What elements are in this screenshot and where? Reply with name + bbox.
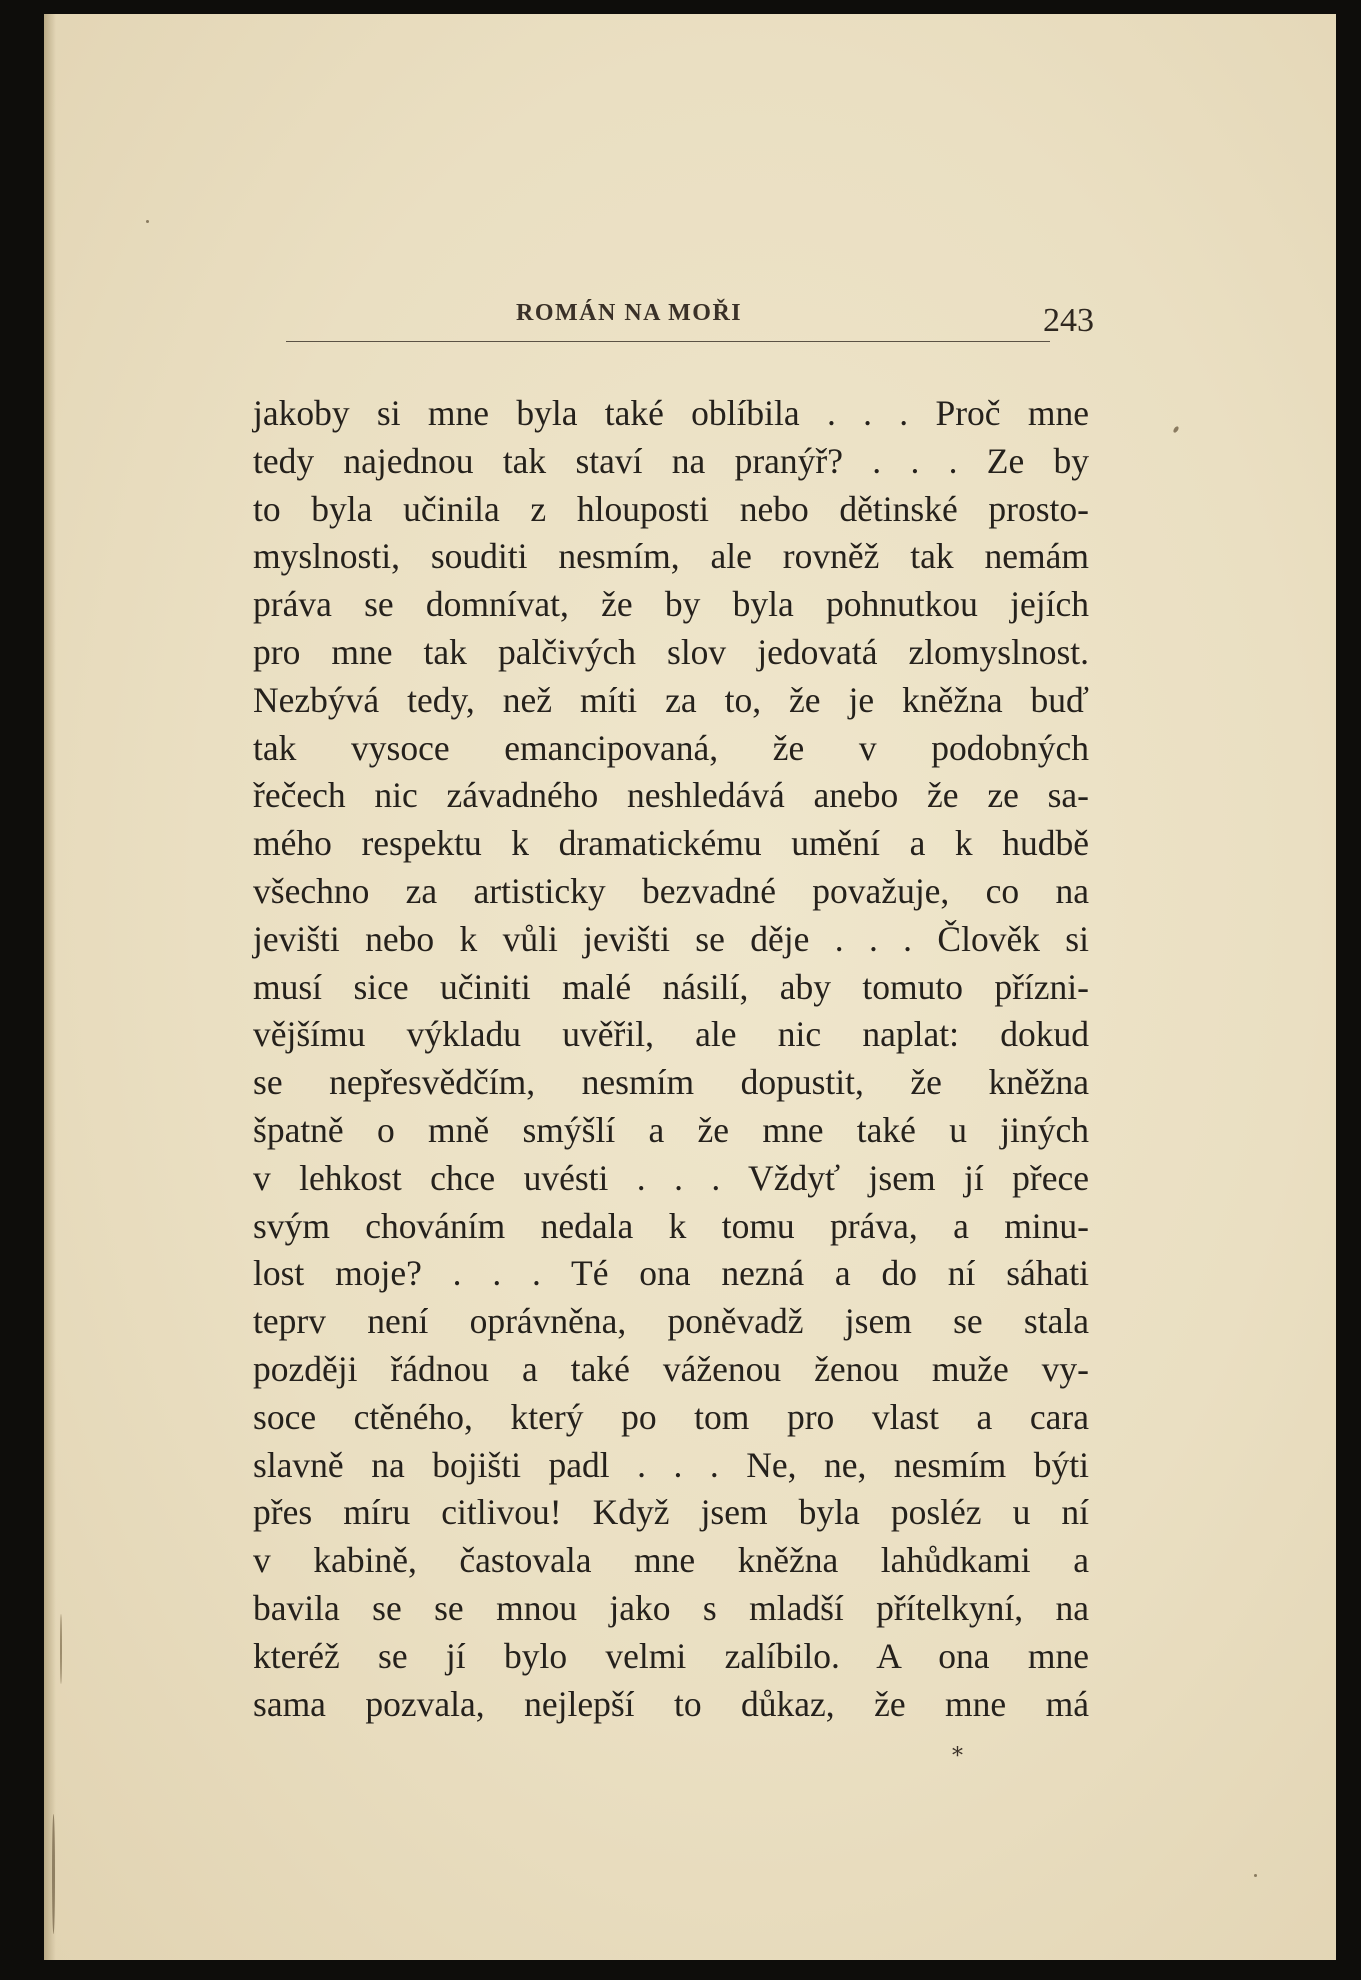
paper-speck: [1254, 1874, 1257, 1877]
text-line: jevišti nebo k vůli jevišti se děje . . . Člověk si: [253, 918, 1089, 959]
text-line: v kabině, častovala mne kněžna lahůdkami a: [253, 1540, 1089, 1581]
text-line: bavila se se mnou jako s mladší přítelkyní, na: [253, 1587, 1089, 1628]
text-line: přes míru citlivou! Když jsem byla posléz u ní: [253, 1492, 1089, 1533]
text-line: teprv není oprávněna, poněvadž jsem se stala: [253, 1301, 1089, 1342]
text-line: špatně o mně smýšlí a že mne také u jiných: [253, 1109, 1089, 1150]
text-line: musí sice učiniti malé násilí, aby tomuto přízni-: [253, 966, 1089, 1007]
book-page: [44, 14, 1336, 1960]
text-line: kteréž se jí bylo velmi zalíbilo. A ona mne: [253, 1635, 1089, 1676]
paper-speck: [60, 1614, 62, 1684]
text-line: vějšímu výkladu uvěřil, ale nic naplat: dokud: [253, 1014, 1089, 1055]
text-line: všechno za artisticky bezvadné považuje, co na: [253, 870, 1089, 911]
text-line: se nepřesvědčím, nesmím dopustit, že kněžna: [253, 1062, 1089, 1103]
text-line: sama pozvala, nejlepší to důkaz, že mne má: [253, 1683, 1089, 1724]
text-line: tedy najednou tak staví na pranýř? . . . Ze by: [253, 440, 1089, 481]
text-line: později řádnou a také váženou ženou muže vy-: [253, 1348, 1089, 1389]
text-line: to byla učinila z hlouposti nebo dětinské prosto-: [253, 488, 1089, 529]
header-rule: [286, 341, 1050, 342]
text-line: lost moje? . . . Té ona nezná a do ní sáhati: [253, 1253, 1089, 1294]
paper-speck: [146, 220, 149, 223]
text-line: tak vysoce emancipovaná, že v podobných: [253, 727, 1089, 768]
body-text: [253, 390, 1089, 1728]
text-line: svým chováním nedala k tomu práva, a minu-: [253, 1205, 1089, 1246]
text-line: myslnosti, souditi nesmím, ale rovněž tak nemám: [253, 536, 1089, 577]
text-line: práva se domnívat, že by byla pohnutkou jejích: [253, 584, 1089, 625]
paper-speck: [52, 1814, 55, 1934]
paper-speck: [1172, 425, 1179, 433]
text-line: soce ctěného, který po tom pro vlast a cara: [253, 1396, 1089, 1437]
signature-mark: *: [952, 1744, 963, 1769]
text-line: jakoby si mne byla také oblíbila . . . Proč mne: [253, 393, 1089, 433]
text-line: slavně na bojišti padl . . . Ne, ne, nesmím býti: [253, 1444, 1089, 1485]
text-line: řečech nic závadného neshledává anebo že ze sa-: [253, 775, 1089, 816]
running-title: ROMÁN NA MOŘI: [516, 300, 743, 326]
text-line: v lehkost chce uvésti . . . Vždyť jsem jí přece: [253, 1157, 1089, 1198]
text-line: Nezbývá tedy, než míti za to, že je kněžna buď: [253, 679, 1089, 720]
binding-gutter: [44, 14, 56, 1960]
page-number: 243: [1043, 302, 1094, 339]
text-line: mého respektu k dramatickému umění a k hudbě: [253, 823, 1089, 864]
page-header: [286, 288, 1094, 348]
text-line: pro mne tak palčivých slov jedovatá zlomyslnost.: [253, 631, 1089, 672]
